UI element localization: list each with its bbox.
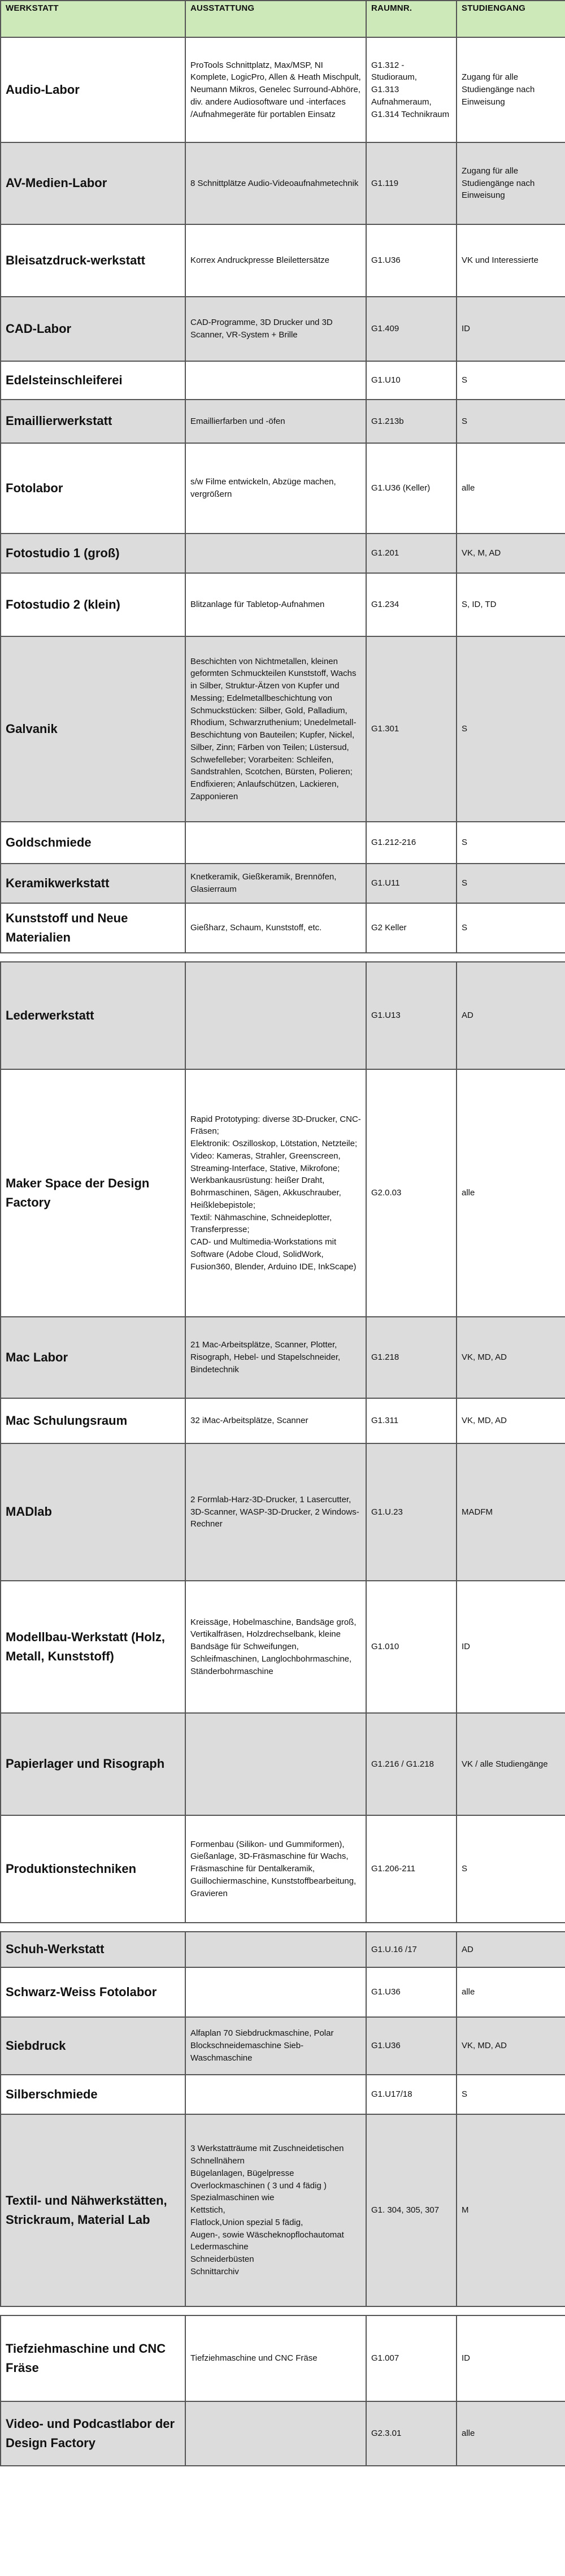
- table-row: [1, 1713, 565, 1815]
- workshop-name: Keramikwerkstatt: [1, 864, 185, 903]
- course-cell: VK / alle Studiengänge: [457, 1713, 565, 1815]
- course-cell: S: [457, 636, 565, 822]
- course-cell: alle: [457, 2401, 565, 2466]
- table-row: [1, 534, 565, 573]
- equipment-cell: [185, 962, 366, 1069]
- workshop-name: Textil- und Nähwerkstätten, Strickraum, Material Lab: [1, 2114, 185, 2306]
- course-cell: VK und Interessierte: [457, 224, 565, 297]
- workshop-name: Mac Labor: [1, 1317, 185, 1398]
- equipment-cell: [185, 1967, 366, 2017]
- workshop-name: Galvanik: [1, 636, 185, 822]
- equipment-cell: Beschichten von Nichtmetallen, kleinen geformten Schmuckteilen Kunststoff, Wachs in Silber, Struktur-Ätzen von Kupfer und Messing; Edelmetallbeschichtung von Schmuckstücken: Silber, Gold, Palladium, Rhodium, Schwarzruthenium; Unedelmetall-Beschichtung von Bauteilen; Kupfer, Nickel, Silber, Zinn; Färben von Teilen; Lüstersud, Schwefelleber; Vorarbeiten: Schleifen, Sandstrahlen, Scotchen, Bürsten, Polieren; Endfixieren; Anlaufschützen, Lackieren, Zapponieren: [185, 636, 366, 822]
- equipment-cell: s/w Filme entwickeln, Abzüge machen, vergrößern: [185, 443, 366, 534]
- course-cell: S: [457, 400, 565, 443]
- equipment-cell: Alfaplan 70 Siebdruckmaschine, Polar Blockschneidemaschine Sieb-Waschmaschine: [185, 2017, 366, 2075]
- room-cell: G1.119: [366, 142, 457, 224]
- equipment-cell: [185, 2401, 366, 2466]
- course-cell: MADFM: [457, 1443, 565, 1581]
- room-cell: G1.U36: [366, 2017, 457, 2075]
- equipment-cell: Rapid Prototyping: diverse 3D-Drucker, CNC-Fräsen; Elektronik: Oszilloskop, Lötstation, Netzteile; Video: Kameras, Strahler, Greenscreen, Streaming-Interface, Stative, Mikrofone; Werkbankausrüstung: heißer Draht, Bohrmaschinen, Sägen, Akkuschrauber, Heißklebepistole; Textil: Nähmaschine, Schneideplotter, Transferpresse; CAD- und Multimedia-Workstations mit Software (Adobe Cloud, SolidWork, Fusion360, Blender, Arduino IDE, InkScape): [185, 1069, 366, 1317]
- workshop-name: Silberschmiede: [1, 2075, 185, 2114]
- table-row: [1, 37, 565, 142]
- workshop-name: MADlab: [1, 1443, 185, 1581]
- room-cell: G1.206-211: [366, 1815, 457, 1923]
- course-cell: S: [457, 361, 565, 400]
- workshop-name: CAD-Labor: [1, 297, 185, 361]
- room-cell: G1.U36 (Keller): [366, 443, 457, 534]
- workshop-name: Modellbau-Werkstatt (Holz, Metall, Kunststoff): [1, 1581, 185, 1713]
- equipment-cell: Kreissäge, Hobelmaschine, Bandsäge groß, Vertikalfräsen, Holzdrechselbank, kleine Bandsäge für Schweifungen, Schleifmaschinen, Langlochbohrmaschine, Ständerbohrmaschine: [185, 1581, 366, 1713]
- equipment-cell: [185, 361, 366, 400]
- workshop-name: Emaillierwerkstatt: [1, 400, 185, 443]
- header-workshop: WERKSTATT: [1, 1, 185, 37]
- equipment-cell: [185, 534, 366, 573]
- workshop-name: Audio-Labor: [1, 37, 185, 142]
- course-cell: VK, MD, AD: [457, 2017, 565, 2075]
- row-spacer: [1, 953, 565, 962]
- course-cell: AD: [457, 962, 565, 1069]
- workshop-name: Goldschmiede: [1, 822, 185, 864]
- table-row: [1, 361, 565, 400]
- equipment-cell: Knetkeramik, Gießkeramik, Brennöfen, Glasierraum: [185, 864, 366, 903]
- workshop-name: Produktionstechniken: [1, 1815, 185, 1923]
- table-row: [1, 1317, 565, 1398]
- table-row: [1, 1398, 565, 1443]
- course-cell: AD: [457, 1932, 565, 1967]
- equipment-cell: 21 Mac-Arbeitsplätze, Scanner, Plotter, Risograph, Hebel- und Stapelschneider, Bindetechnik: [185, 1317, 366, 1398]
- equipment-cell: Blitzanlage für Tabletop-Aufnahmen: [185, 573, 366, 636]
- workshop-name: Schwarz-Weiss Fotolabor: [1, 1967, 185, 2017]
- workshop-name: Tiefziehmaschine und CNC Fräse: [1, 2315, 185, 2401]
- course-cell: M: [457, 2114, 565, 2306]
- workshop-name: Fotostudio 2 (klein): [1, 573, 185, 636]
- room-cell: G1.U36: [366, 1967, 457, 2017]
- room-cell: G2 Keller: [366, 903, 457, 953]
- room-cell: G2.3.01: [366, 2401, 457, 2466]
- equipment-cell: Korrex Andruckpresse Bleilettersätze: [185, 224, 366, 297]
- header-equipment: AUSSTATTUNG: [185, 1, 366, 37]
- table-row: [1, 400, 565, 443]
- workshop-name: Video- und Podcastlabor der Design Factory: [1, 2401, 185, 2466]
- course-cell: ID: [457, 297, 565, 361]
- equipment-cell: Tiefziehmaschine und CNC Fräse: [185, 2315, 366, 2401]
- table-row: [1, 1932, 565, 1967]
- course-cell: S: [457, 903, 565, 953]
- table-row: [1, 2075, 565, 2114]
- course-cell: VK, MD, AD: [457, 1317, 565, 1398]
- equipment-cell: 2 Formlab-Harz-3D-Drucker, 1 Lasercutter, 3D-Scanner, WASP-3D-Drucker, 2 Windows-Rechner: [185, 1443, 366, 1581]
- course-cell: Zugang für alle Studiengänge nach Einweisung: [457, 37, 565, 142]
- course-cell: S: [457, 864, 565, 903]
- row-spacer: [1, 1923, 565, 1932]
- table-row: [1, 2017, 565, 2075]
- room-cell: G1.007: [366, 2315, 457, 2401]
- room-cell: G1.212-216: [366, 822, 457, 864]
- table-row: [1, 1967, 565, 2017]
- equipment-cell: CAD-Programme, 3D Drucker und 3D Scanner, VR-System + Brille: [185, 297, 366, 361]
- room-cell: G1. 304, 305, 307: [366, 2114, 457, 2306]
- course-cell: alle: [457, 1967, 565, 2017]
- course-cell: S, ID, TD: [457, 573, 565, 636]
- room-cell: G1.U10: [366, 361, 457, 400]
- room-cell: G1.216 / G1.218: [366, 1713, 457, 1815]
- table-row: [1, 636, 565, 822]
- room-cell: G1.U36: [366, 224, 457, 297]
- table-row: [1, 1815, 565, 1923]
- table-row: [1, 443, 565, 534]
- table-row: [1, 2401, 565, 2466]
- table-row: [1, 297, 565, 361]
- room-cell: G1.U17/18: [366, 2075, 457, 2114]
- room-cell: G1.010: [366, 1581, 457, 1713]
- room-cell: G1.312 - Studioraum, G1.313 Aufnahmeraum, G1.314 Technikraum: [366, 37, 457, 142]
- workshop-name: Bleisatzdruck-werkstatt: [1, 224, 185, 297]
- room-cell: G2.0.03: [366, 1069, 457, 1317]
- table-row: [1, 573, 565, 636]
- room-cell: G1.213b: [366, 400, 457, 443]
- room-cell: G1.301: [366, 636, 457, 822]
- table-row: [1, 2315, 565, 2401]
- course-cell: Zugang für alle Studiengänge nach Einweisung: [457, 142, 565, 224]
- room-cell: G1.218: [366, 1317, 457, 1398]
- equipment-cell: ProTools Schnittplatz, Max/MSP, NI Komplete, LogicPro, Allen & Heath Mischpult, Neumann Mikros, Genelec Surround-Abhöre, div. andere Audiosoftware und -interfaces /Aufnahmegeräte für portablen Einsatz: [185, 37, 366, 142]
- course-cell: VK, M, AD: [457, 534, 565, 573]
- equipment-cell: Gießharz, Schaum, Kunststoff, etc.: [185, 903, 366, 953]
- table-row: [1, 2114, 565, 2306]
- equipment-cell: 32 iMac-Arbeitsplätze, Scanner: [185, 1398, 366, 1443]
- workshop-name: Siebdruck: [1, 2017, 185, 2075]
- header-row: [1, 1, 565, 37]
- room-cell: G1.U.16 /17: [366, 1932, 457, 1967]
- room-cell: G1.U11: [366, 864, 457, 903]
- course-cell: ID: [457, 2315, 565, 2401]
- table-row: [1, 903, 565, 953]
- room-cell: G1.U13: [366, 962, 457, 1069]
- room-cell: G1.U.23: [366, 1443, 457, 1581]
- workshop-name: Schuh-Werkstatt: [1, 1932, 185, 1967]
- workshop-name: Mac Schulungsraum: [1, 1398, 185, 1443]
- workshop-name: Fotolabor: [1, 443, 185, 534]
- equipment-cell: 3 Werkstatträume mit Zuschneidetischen Schnellnähern Bügelanlagen, Bügelpresse Overlockmaschinen ( 3 und 4 fädig ) Spezialmaschinen wie Kettstich, Flatlock,Union spezial 5 fädig, Augen-, sowie Wäscheknopflochautomat Ledermaschine Schneiderbüsten Schnittarchiv: [185, 2114, 366, 2306]
- equipment-cell: Formenbau (Silikon- und Gummiformen), Gießanlage, 3D-Fräsmaschine für Wachs, Fräsmaschine für Dentalkeramik, Guillochiermaschine, Kunststoffbearbeitung, Gravieren: [185, 1815, 366, 1923]
- table-row: [1, 142, 565, 224]
- course-cell: alle: [457, 1069, 565, 1317]
- equipment-cell: [185, 1932, 366, 1967]
- room-cell: G1.234: [366, 573, 457, 636]
- table-row: [1, 1581, 565, 1713]
- table-row: [1, 864, 565, 903]
- workshop-name: Lederwerkstatt: [1, 962, 185, 1069]
- course-cell: S: [457, 822, 565, 864]
- equipment-cell: 8 Schnittplätze Audio-Videoaufnahmetechnik: [185, 142, 366, 224]
- workshop-name: Edelsteinschleiferei: [1, 361, 185, 400]
- workshop-name: Fotostudio 1 (groß): [1, 534, 185, 573]
- row-spacer: [1, 2306, 565, 2315]
- table-row: [1, 1443, 565, 1581]
- equipment-cell: [185, 822, 366, 864]
- workshop-name: Maker Space der Design Factory: [1, 1069, 185, 1317]
- course-cell: ID: [457, 1581, 565, 1713]
- room-cell: G1.311: [366, 1398, 457, 1443]
- workshop-name: Papierlager und Risograph: [1, 1713, 185, 1815]
- room-cell: G1.409: [366, 297, 457, 361]
- table-row: [1, 962, 565, 1069]
- course-cell: VK, MD, AD: [457, 1398, 565, 1443]
- table-row: [1, 1069, 565, 1317]
- header-course: STUDIENGANG: [457, 1, 565, 37]
- equipment-cell: [185, 2075, 366, 2114]
- table-row: [1, 224, 565, 297]
- course-cell: alle: [457, 443, 565, 534]
- room-cell: G1.201: [366, 534, 457, 573]
- table-row: [1, 822, 565, 864]
- equipment-cell: [185, 1713, 366, 1815]
- course-cell: S: [457, 2075, 565, 2114]
- workshop-name: AV-Medien-Labor: [1, 142, 185, 224]
- header-room: RAUMNR.: [366, 1, 457, 37]
- equipment-cell: Emaillierfarben und -öfen: [185, 400, 366, 443]
- workshop-name: Kunststoff und Neue Materialien: [1, 903, 185, 953]
- course-cell: S: [457, 1815, 565, 1923]
